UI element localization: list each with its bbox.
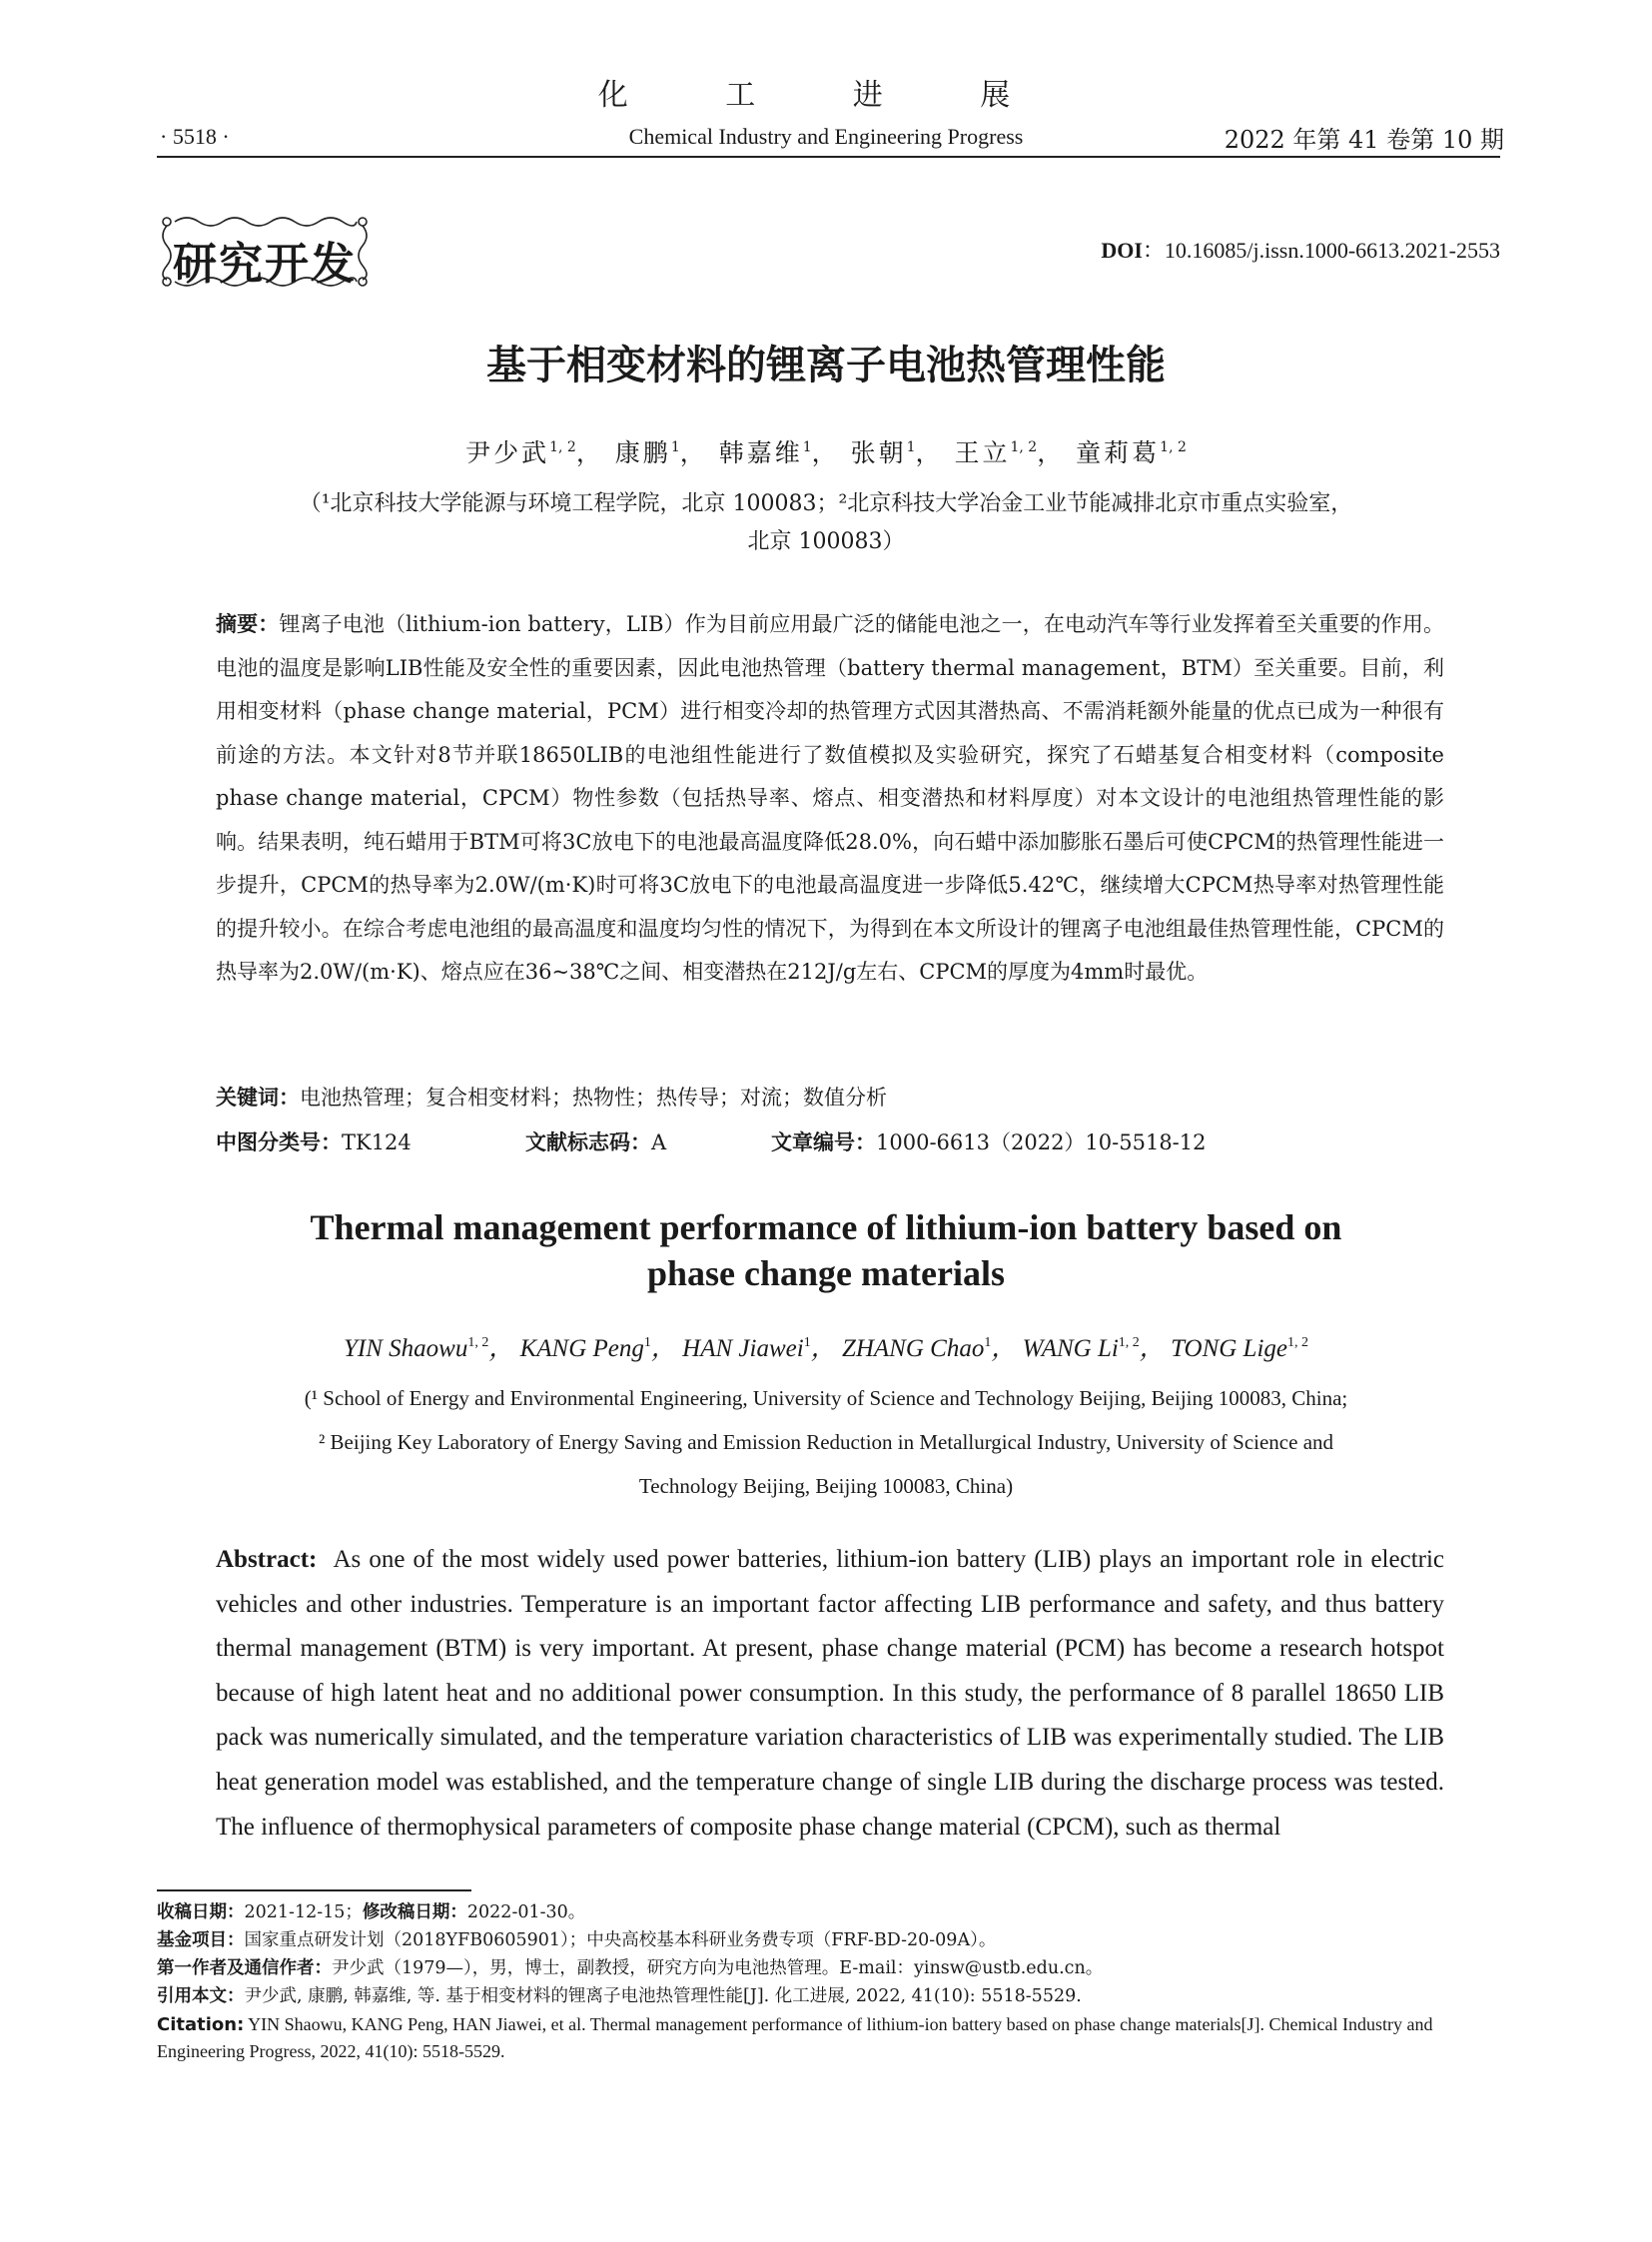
footnote-cite-cn [157,1983,1500,2009]
keywords-cn-text: 电池热管理；复合相变材料；热物性；热传导；对流；数值分析 [300,1086,887,1110]
article-number-value: 1000-6613（2022）10-5518-12 [876,1130,1207,1154]
footnote-rule [157,1889,471,1891]
affiliation-en-line: ² Beijing Key Laboratory of Energy Saving and Emission Reduction in Metallurgical Industry, University of Science and [318,1430,1334,1454]
footnote-received [157,1899,1500,1925]
author-sup: 1 [984,1335,992,1350]
abstract-en-label: Abstract: [216,1546,318,1573]
section-badge-label: 研究开发 [173,239,357,290]
header-rule [157,156,1500,158]
fund-value: 国家重点研发计划（2018YFB0605901）；中央高校基本科研业务费专项（FRF-BD-20-09A）。 [244,1930,997,1950]
paper-title-en [0,1204,1652,1296]
doi [1101,234,1500,265]
author-sup: 1 [906,439,916,455]
author-cn: 王立 [954,438,1011,467]
doc-code-value: A [651,1130,667,1154]
article-number [771,1126,1207,1156]
abstract-en [216,1538,1444,1850]
page-number: · 5518 · [160,124,230,149]
author-sup: 1, 2 [467,1335,489,1350]
document-code [525,1126,771,1156]
author-info-value: 尹少武（1979—），男，博士，副教授，研究方向为电池热管理。E-mail：yinsw@ustb.edu.cn。 [332,1958,1104,1978]
clc-number [216,1126,525,1156]
author-en: ZHANG Chao [841,1335,985,1362]
footnote-fund [157,1927,1500,1953]
cite-cn-label: 引用本文： [157,1986,245,2006]
article-number-label: 文章编号： [771,1130,876,1154]
author-en: YIN Shaowu [344,1335,468,1362]
doi-label: DOI [1101,238,1143,263]
paper-title-cn: 基于相变材料的锂离子电池热管理性能 [486,343,1166,388]
author-info-label: 第一作者及通信作者： [157,1958,332,1978]
author-sup: 1 [670,439,680,455]
abstract-en-text: As one of the most widely used power batteries, lithium-ion battery (LIB) plays an important role in electric vehicles and other industries. Temperature is an important factor affecting LIB performance and safety, and thus battery thermal management (BTM) is very important. At present, phase change material (PCM) has become a research hotspot because of high latent heat and no additional power consumption. In this study, the performance of 8 parallel 18650 LIB pack was numerically simulated, and the temperature variation characteristics of LIB was experimentally studied. The LIB heat generation model was established, and the temperature change of single LIB during the discharge process was tested. The influence of thermophysical parameters of composite phase change material (CPCM), such as thermal [216,1546,1445,1841]
author-cn: 张朝 [850,438,907,467]
revised-value: 2022-01-30。 [466,1902,586,1922]
author-cn: 韩嘉维 [718,438,803,467]
abstract-cn-text: 锂离子电池（lithium-ion battery，LIB）作为目前应用最广泛的储能电池之一，在电动汽车等行业发挥着至关重要的作用。电池的温度是影响LIB性能及安全性的重要因素，因此电池热管理（battery thermal management，BTM）至关重要。目前，利用相变材料（phase change material，PCM）进行相变冷却的热管理方式因其潜热高、不需消耗额外能量的优点已成为一种很有前途的方法。本文针对8节并联18650LIB的电池组性能进行了数值模拟及实验研究，探究了石蜡基复合相变材料（composite phase change material，CPCM）物性参数（包括热导率、熔点、相变潜热和材料厚度）对本文设计的电池组热管理性能的影响。结果表明，纯石蜡用于BTM可将3C放电下的电池最高温度降低28.0%，向石蜡中添加膨胀石墨后可使CPCM的热管理性能进一步提升，CPCM的热导率为2.0W/(m·K)时可将3C放电下的电池最高温度进一步降低5.42℃，继续增大CPCM热导率对热管理性能的提升较小。在综合考虑电池组的最高温度和温度均匀性的情况下，为得到在本文所设计的锂离子电池组最佳热管理性能，CPCM的热导率为2.0W/(m·K)、熔点应在36~38℃之间、相变潜热在212J/g左右、CPCM的厚度为4mm时最优。 [216,612,1445,984]
title-en-line: phase change materials [647,1253,1005,1293]
author-sup: 1, 2 [1010,439,1038,455]
fund-label: 基金项目： [157,1930,245,1950]
author-list-en: YIN Shaowu$^{1, 2}$， KANG Peng$^1$， HAN Jiawei$^1$， ZHANG Chao$^1$， WANG Li$^{1, 2}$， TONG Lige$^{1, 2}$ [344,1335,1308,1362]
footnote-cite-en [157,2011,1500,2064]
section-badge [157,212,373,292]
revised-label: 修改稿日期： [362,1902,467,1922]
cite-en-value: YIN Shaowu, KANG Peng, HAN Jiawei, et al. Thermal management performance of lithium-ion battery based on phase change materials[J]. Chemical Industry and Engineering Progress, 2022, 41(10): 5518-5529. [157,2014,1433,2061]
affiliation-en-line: (¹ School of Energy and Environmental Engineering, University of Science and Technology Beijing, Beijing 100083, China; [304,1386,1348,1410]
clc-value: TK124 [342,1130,412,1154]
abstract-cn-label: 摘要： [216,612,280,636]
author-en: WANG Li [1022,1335,1119,1362]
author-sup: 1 [643,1335,651,1350]
author-sup: 1, 2 [1118,1335,1140,1350]
author-cn: 童莉葛 [1076,438,1161,467]
keywords-cn [216,1082,887,1112]
received-value: 2021-12-15； [244,1902,363,1922]
title-en-line: Thermal management performance of lithium-ion battery based on [310,1207,1342,1247]
author-en: TONG Lige [1171,1335,1287,1362]
cite-en-label: Citation: [157,2014,245,2035]
clc-label: 中图分类号： [216,1130,342,1154]
abstract-cn [216,603,1444,995]
issue-info: 2022 年第 41 卷第 10 期 [1224,126,1504,154]
footnote-author [157,1955,1500,1981]
author-cn: 康鹏 [614,438,671,467]
author-sup: 1 [803,1335,811,1350]
author-en: KANG Peng [519,1335,644,1362]
doc-code-label: 文献标志码： [525,1130,651,1154]
author-sup: 1, 2 [549,439,576,455]
affiliation-en-line: Technology Beijing, Beijing 100083, China) [638,1474,1014,1498]
affiliation-cn [0,485,1652,561]
cite-cn-value: 尹少武, 康鹏, 韩嘉维, 等. 基于相变材料的锂离子电池热管理性能[J]. 化工进展, 2022, 41(10): 5518-5529. [244,1986,1082,2006]
affiliation-en [0,1376,1652,1508]
affiliation-cn-line: （¹北京科技大学能源与环境工程学院，北京 100083；²北京科技大学冶金工业节能减排北京市重点实验室， [299,491,1353,516]
author-sup: 1 [802,439,812,455]
doi-value: ：10.16085/j.issn.1000-6613.2021-2553 [1142,238,1500,263]
author-sup: 1, 2 [1160,439,1187,455]
author-en: HAN Jiawei [682,1335,804,1362]
author-sup: 1, 2 [1287,1335,1308,1350]
journal-name-en: Chemical Industry and Engineering Progress [628,124,1024,149]
received-label: 收稿日期： [157,1902,245,1922]
journal-name-cn: 化 工 进 展 [597,78,1055,113]
classification-row [216,1126,1444,1156]
affiliation-cn-line: 北京 100083） [747,529,905,554]
keywords-cn-label: 关键词： [216,1086,300,1110]
author-list-cn: 尹少武$^{1, 2}$， 康鹏$^1$， 韩嘉维$^1$， 张朝$^1$， 王立$^{1, 2}$， 童莉葛$^{1, 2}$ [465,438,1187,467]
author-cn: 尹少武 [465,438,550,467]
